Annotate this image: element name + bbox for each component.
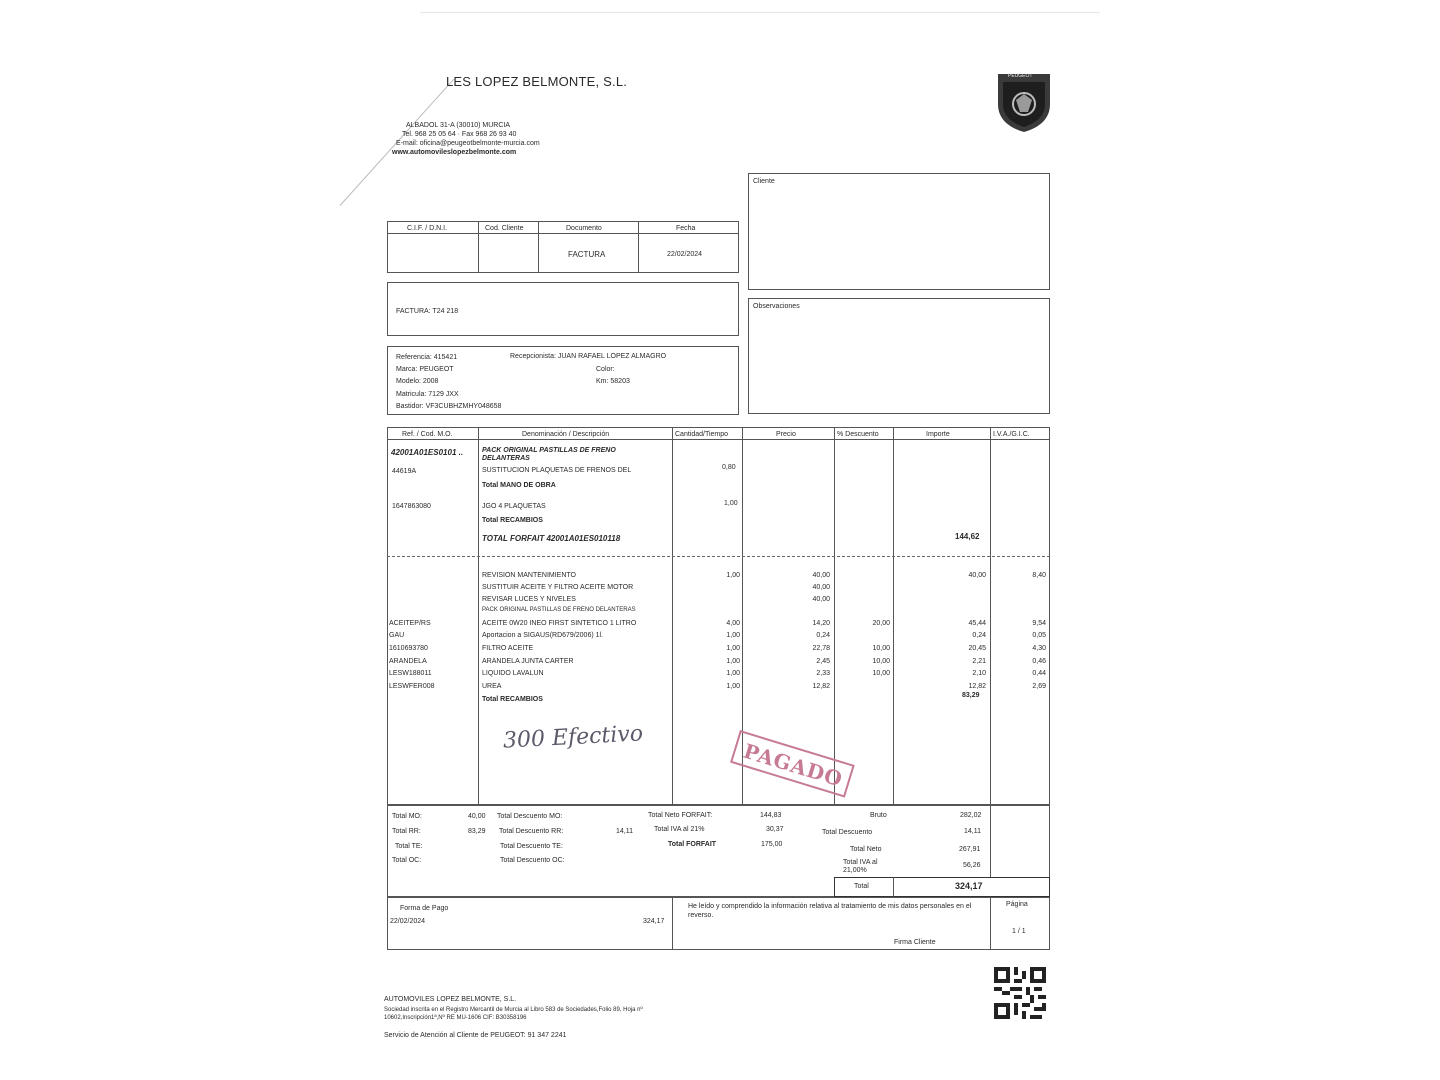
item-price: 0,24 xyxy=(816,632,830,639)
item-disc: 10,00 xyxy=(872,658,890,665)
item-desc: FILTRO ACEITE xyxy=(482,645,534,652)
col-price: Precio xyxy=(776,431,796,438)
total-rr-value: 83,29 xyxy=(468,828,486,835)
item-qty: 1,00 xyxy=(726,683,740,690)
forfait-row-desc: JGO 4 PLAQUETAS xyxy=(482,503,546,510)
header-label-cif: C.I.F. / D.N.I. xyxy=(407,225,448,232)
invoice-number: FACTURA: T24 218 xyxy=(396,308,459,315)
page-value: 1 / 1 xyxy=(1012,928,1026,935)
item-iva: 9,54 xyxy=(1032,620,1046,627)
desc-rr-value: 14,11 xyxy=(616,828,633,835)
item-qty: 1,00 xyxy=(726,645,740,652)
desc-oc-label: Total Descuento OC: xyxy=(500,857,565,864)
company-web: www.automovileslopezbelmonte.com xyxy=(392,149,517,156)
item-desc: PACK ORIGINAL PASTILLAS DE FRENO DELANTERAS xyxy=(482,607,636,613)
vehicle-recepcionista: Recepcionista: JUAN RAFAEL LOPEZ ALMAGRO xyxy=(510,353,667,360)
item-iva: 0,05 xyxy=(1032,632,1046,639)
payment-date: 22/02/2024 xyxy=(390,918,426,925)
item-desc: UREA xyxy=(482,683,502,690)
header-label-fecha: Fecha xyxy=(676,225,696,232)
item-qty: 1,00 xyxy=(726,632,740,639)
total-descuento-value: 14,11 xyxy=(964,828,981,835)
item-price: 22,78 xyxy=(812,645,830,652)
forfait-row-desc: Total MANO DE OBRA xyxy=(482,482,556,489)
grand-total-label: Total xyxy=(854,883,869,890)
item-price: 40,00 xyxy=(812,584,830,591)
total-mo-value: 40,00 xyxy=(468,813,486,820)
forfait-total-value: 144,62 xyxy=(955,532,980,541)
vehicle-referencia: Referencia: 415421 xyxy=(396,354,458,361)
peugeot-logo-icon xyxy=(994,70,1054,134)
col-iva: I.V.A./G.I.C. xyxy=(993,431,1030,438)
items-total-value: 83,29 xyxy=(962,692,980,699)
forfait-row-desc: Total RECAMBIOS xyxy=(482,517,543,524)
col-qty: Cantidad/Tiempo xyxy=(675,431,729,438)
forfait-value: 175,00 xyxy=(761,841,783,848)
bruto-label: Bruto xyxy=(870,812,887,819)
client-box xyxy=(748,173,1050,290)
grand-total-value: 324,17 xyxy=(955,881,983,891)
total-te-label: Total TE: xyxy=(395,843,423,850)
item-price: 14,20 xyxy=(812,620,830,627)
total-iva-value: 56,26 xyxy=(963,862,981,869)
col-disc: % Descuento xyxy=(837,431,879,438)
header-documento: FACTURA xyxy=(568,250,606,259)
item-disc: 10,00 xyxy=(872,670,890,677)
item-desc: Aportacion a SIGAUS(RD679/2006) 1l. xyxy=(482,632,604,639)
company-name: LES LOPEZ BELMONTE, S.L. xyxy=(446,74,628,89)
signature-label: Firma Cliente xyxy=(894,939,936,946)
item-desc: ARANDELA JUNTA CARTER xyxy=(482,658,574,665)
item-iva: 0,44 xyxy=(1032,670,1046,677)
company-address: ALBADOL 31-A (30010) MURCIA xyxy=(406,122,511,129)
desc-te-label: Total Descuento TE: xyxy=(500,843,563,850)
item-amount: 20,45 xyxy=(968,645,986,652)
total-mo-label: Total MO: xyxy=(392,813,422,820)
item-price: 40,00 xyxy=(812,596,830,603)
item-desc: SUSTITUIR ACEITE Y FILTRO ACEITE MOTOR xyxy=(482,584,634,591)
item-disc: 20,00 xyxy=(872,620,890,627)
forfait-row-desc: SUSTITUCION PLAQUETAS DE FRENOS DEL xyxy=(482,467,632,474)
neto-forfait-label: Total Neto FORFAIT: xyxy=(648,812,713,819)
observaciones-box xyxy=(748,298,1050,414)
item-amount: 12,82 xyxy=(968,683,986,690)
item-ref: GAU xyxy=(389,632,405,639)
desc-rr-label: Total Descuento RR: xyxy=(499,828,564,835)
total-iva-label: Total IVA al 21,00% xyxy=(843,859,878,874)
footer-registry-2: 10602,Inscripción1ª,Nº RE MU-1606 CIF: B30358196 xyxy=(384,1015,527,1021)
item-price: 12,82 xyxy=(812,683,830,690)
company-email: E-mail: oficina@peugeotbelmonte-murcia.com xyxy=(396,140,540,147)
vehicle-color: Color: xyxy=(596,366,615,373)
header-label-documento: Documento xyxy=(566,225,602,232)
vehicle-km: Km: 58203 xyxy=(596,378,630,385)
total-neto-value: 267,91 xyxy=(959,846,981,853)
item-disc: 10,00 xyxy=(872,645,890,652)
item-amount: 40,00 xyxy=(968,572,986,579)
item-amount: 45,44 xyxy=(968,620,986,627)
total-neto-label: Total Neto xyxy=(850,846,882,853)
bruto-value: 282,02 xyxy=(960,812,982,819)
neto-forfait-value: 144,83 xyxy=(760,812,782,819)
item-ref: ACEITEP/RS xyxy=(389,620,431,627)
item-desc: REVISION MANTENIMIENTO xyxy=(482,572,576,579)
scan-edge xyxy=(420,12,1100,13)
vehicle-bastidor: Bastidor: VF3CUBHZMHY048658 xyxy=(396,403,502,410)
item-iva: 2,69 xyxy=(1032,683,1046,690)
header-fecha: 22/02/2024 xyxy=(667,251,703,258)
item-qty: 4,00 xyxy=(726,620,740,627)
item-price: 2,45 xyxy=(816,658,830,665)
item-ref: 1610693780 xyxy=(389,645,428,652)
vehicle-matricula: Matricula: 7129 JXX xyxy=(396,391,459,398)
item-price: 40,00 xyxy=(812,572,830,579)
forfait-total-label: TOTAL FORFAIT 42001A01ES010118 xyxy=(482,534,621,543)
handwritten-note: 300 Efectivo xyxy=(502,721,644,754)
forfait-row-ref: 1647863080 xyxy=(392,503,431,510)
iva-value: 30,37 xyxy=(766,826,784,833)
qr-code-icon xyxy=(994,967,1046,1019)
item-ref: LESW188011 xyxy=(389,670,432,677)
forfait-separator xyxy=(387,556,1050,557)
forfait-ref: 42001A01ES0101 .. xyxy=(391,448,464,457)
item-ref: LESWFER008 xyxy=(389,683,435,690)
item-qty: 1,00 xyxy=(726,572,740,579)
forfait-label: Total FORFAIT xyxy=(668,841,717,848)
item-qty: 1,00 xyxy=(726,670,740,677)
forfait-row-qty: 1,00 xyxy=(724,500,738,507)
footer-registry: Sociedad inscrita en el Registro Mercantil de Murcia al Libro 583 de Sociedades,Folio 89, Hoja nº xyxy=(384,1007,643,1013)
item-amount: 0,24 xyxy=(972,632,986,639)
client-label: Cliente xyxy=(753,178,775,185)
col-amount: Importe xyxy=(926,431,950,438)
item-iva: 0,46 xyxy=(1032,658,1046,665)
total-descuento-label: Total Descuento xyxy=(822,829,873,836)
observaciones-label: Observaciones xyxy=(753,303,800,310)
payment-amount: 324,17 xyxy=(643,918,665,925)
items-total-label: Total RECAMBIOS xyxy=(482,696,543,703)
item-desc: LIQUIDO LAVALUN xyxy=(482,670,544,677)
total-rr-label: Total RR: xyxy=(392,828,421,835)
vehicle-modelo: Modelo: 2008 xyxy=(396,378,439,385)
iva-label: Total IVA al 21% xyxy=(654,826,705,833)
payment-label: Forma de Pago xyxy=(400,905,449,912)
paid-stamp-text: PAGADO xyxy=(740,738,846,792)
forfait-row-qty: 0,80 xyxy=(722,464,736,471)
footer-service: Servicio de Atención al Cliente de PEUGEOT: 91 347 2241 xyxy=(384,1032,567,1039)
item-amount: 2,21 xyxy=(972,658,986,665)
forfait-row-ref: 44619A xyxy=(392,468,417,475)
col-ref: Ref. / Cod. M.O. xyxy=(402,431,453,438)
item-iva: 8,40 xyxy=(1032,572,1046,579)
item-price: 2,33 xyxy=(816,670,830,677)
col-desc: Denominación / Descripción xyxy=(522,431,610,438)
company-phone: Tel. 968 25 05 64 · Fax 968 26 93 40 xyxy=(402,131,517,138)
total-oc-label: Total OC: xyxy=(392,857,422,864)
footer-company: AUTOMOVILES LOPEZ BELMONTE, S.L. xyxy=(384,996,517,1003)
item-iva: 4,30 xyxy=(1032,645,1046,652)
item-ref: ARANDELA xyxy=(389,658,427,665)
desc-mo-label: Total Descuento MO: xyxy=(497,813,563,820)
vehicle-marca: Marca: PEUGEOT xyxy=(396,366,454,373)
item-amount: 2,10 xyxy=(972,670,986,677)
item-desc: ACEITE 0W20 INEO FIRST SINTETICO 1 LITRO xyxy=(482,620,637,627)
page-label: Página xyxy=(1006,901,1028,908)
forfait-title: PACK ORIGINAL PASTILLAS DE FRENO DELANTERAS xyxy=(482,447,616,462)
item-qty: 1,00 xyxy=(726,658,740,665)
payment-legal: He leído y comprendido la información relativa al tratamiento de mis datos personales en el reverso. xyxy=(688,903,972,919)
item-desc: REVISAR LUCES Y NIVELES xyxy=(482,596,576,603)
header-label-cliente: Cod. Cliente xyxy=(485,225,524,232)
logo-text: PEUGEOT xyxy=(1008,73,1033,79)
